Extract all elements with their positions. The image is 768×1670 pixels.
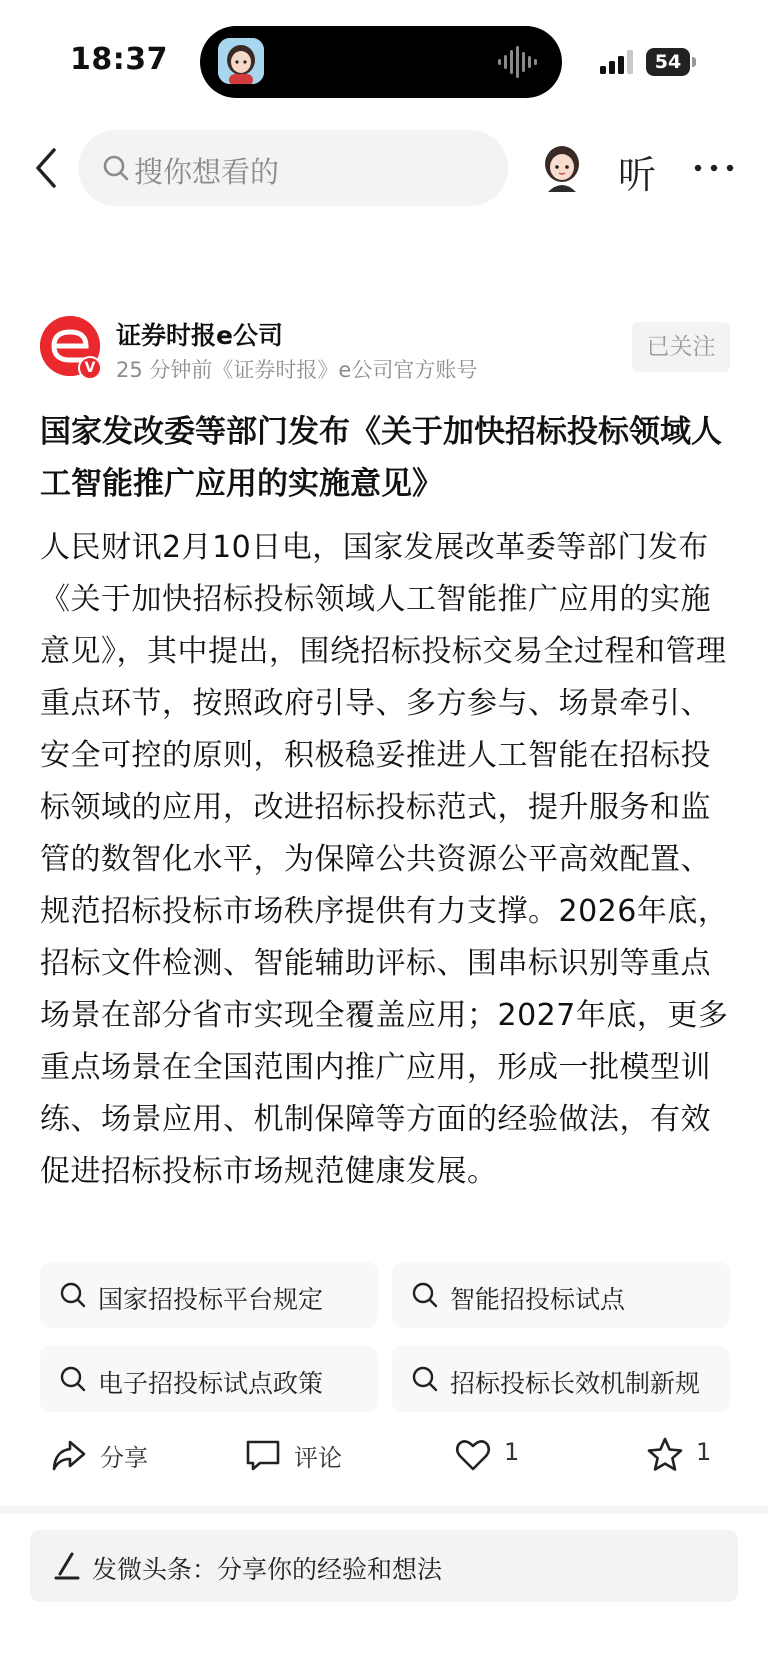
search-icon — [410, 1364, 440, 1394]
user-avatar-icon[interactable] — [538, 142, 586, 192]
compose-label: 发微头条：分享你的经验和想法 — [92, 1555, 443, 1584]
cellular-signal-icon — [600, 50, 638, 74]
article-body: 人民财讯2月10日电，国家发展改革委等部门发布《关于加快招标投标领域人工智能推广应用的实施意见》，其中提出，围绕招标投标交易全过程和管理重点环节，按照政府引导、多方参与、场景牵引、安全可控的原则，积极稳妥推进人工智能在招标投标领域的应用，改进招标投标范式，提升服务和监管的数智化水平，为保障公共资源公平高效配置、规范招标投标市场秩序提供有力支撑。2026年底，招标文件检测、智能辅助评标、围串标识别等重点场景在部分省市实现全覆盖应用；2027年底，更多重点场景在全国范围内推广应用，形成一批模型训练、场景应用、机制保障等方面的经验做法，有效促进招标投标市场规范健康发展。 — [40, 530, 729, 1189]
audio-wave-icon — [496, 44, 540, 80]
share-label: 分享 — [100, 1444, 148, 1472]
related-search-label: 电子招投标试点政策 — [98, 1369, 324, 1398]
related-search-chip[interactable] — [40, 1262, 378, 1328]
follow-button[interactable]: 已关注 — [632, 322, 730, 372]
compose-post-input[interactable] — [30, 1530, 738, 1602]
status-bar — [0, 0, 768, 120]
search-icon — [410, 1280, 440, 1310]
back-button[interactable] — [28, 138, 68, 198]
search-placeholder: 搜你想看的 — [134, 155, 280, 189]
favorite-count: 1 — [696, 1438, 712, 1466]
comment-icon — [244, 1436, 282, 1474]
search-input[interactable] — [78, 130, 508, 206]
article-headline: 国家发改委等部门发布《关于加快招标投标领域人工智能推广应用的实施意见》 — [40, 414, 722, 502]
search-icon — [58, 1364, 88, 1394]
author-name[interactable]: 证券时报e公司 — [116, 321, 283, 350]
verified-badge: V — [78, 356, 102, 380]
related-search-label: 国家招投标平台规定 — [98, 1285, 324, 1314]
chevron-left-icon — [28, 138, 68, 198]
action-bar — [0, 1420, 768, 1490]
share-icon — [50, 1436, 88, 1474]
related-search-chip[interactable] — [40, 1346, 378, 1412]
dynamic-island[interactable] — [200, 26, 562, 98]
star-icon — [646, 1436, 684, 1474]
search-icon — [58, 1280, 88, 1310]
section-divider — [0, 1506, 768, 1514]
author-row — [0, 314, 768, 384]
related-search-label: 招标投标长效机制新规 — [450, 1369, 701, 1398]
like-count: 1 — [504, 1438, 520, 1466]
more-icon[interactable] — [690, 148, 740, 188]
battery-icon — [646, 48, 696, 76]
pen-icon — [52, 1550, 82, 1582]
status-time: 18:37 — [70, 42, 168, 77]
battery-level: 54 — [654, 51, 682, 73]
author-meta: 25 分钟前《证券时报》e公司官方账号 — [116, 358, 478, 382]
related-search-label: 智能招投标试点 — [450, 1285, 626, 1314]
related-search-chip[interactable] — [392, 1262, 730, 1328]
heart-icon — [454, 1436, 492, 1474]
comment-label: 评论 — [294, 1444, 342, 1472]
listen-button[interactable]: 听 — [618, 153, 657, 197]
search-icon — [100, 152, 132, 184]
top-nav — [0, 128, 768, 208]
related-search-chip[interactable] — [392, 1346, 730, 1412]
island-avatar-icon — [218, 38, 264, 84]
